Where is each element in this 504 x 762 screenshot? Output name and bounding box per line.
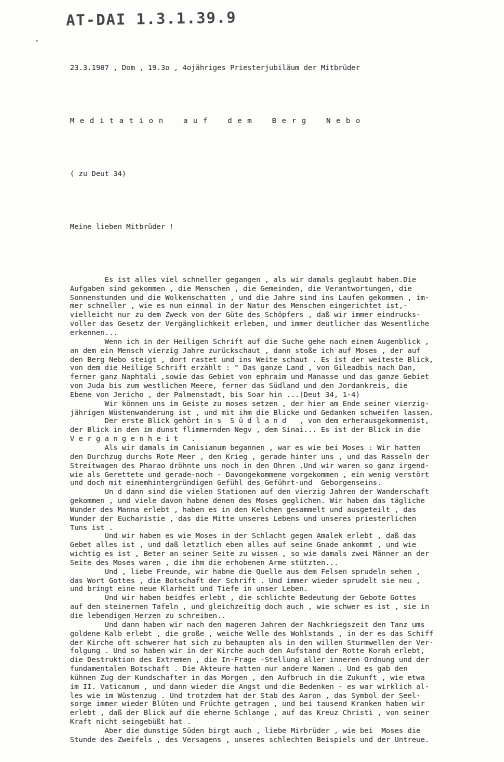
body-line: Wir können uns im Geiste zu moses setzen , der hier am Ende seiner vierzig- (70, 398, 430, 408)
body-line: erlebt , daß der Blick auf die eherne Schlange , auf das Kreuz Christi , von seiner (70, 708, 430, 718)
body-line: im II. Vaticanum , und dann wieder die Angst und die Bedenken - es war wirklich al- (70, 681, 430, 691)
body-line: Es ist alles viel schneller gegangen , als wir damals geglaubt haben.Die (70, 274, 417, 284)
body-line: der Kirche oft schwerer hat sich zu behaupten als in den willen Sturmwellen der Ver- (70, 637, 434, 647)
salutation: Meine lieben Mitbrüder ! (70, 221, 174, 231)
body-line: Und wir haben es wie Moses in der Schlacht gegen Amalek erlebt , daß das (70, 531, 417, 541)
body-line: Wenn ich in der Heiligen Schrift auf die Suche gehe nach einem Augenblick , (70, 336, 430, 346)
body-line: Kraft nicht seingebüßt hat . (70, 717, 192, 727)
body-line: Streitwagen des Pharao dröhnte uns noch in den Ohren .Und wir waren so ganz irgend- (70, 460, 430, 470)
body-line: auf den steinernen Tafeln , und gleichzeitig doch auch , wie schwer es ist , sie in (70, 602, 430, 612)
body-line: sorge immer wieder Blüten und Früchte getragen , und bei tausend Kranken haben wir (70, 699, 425, 709)
body-line: Un d dann sind die vielen Stationen auf den vierzig Jahren der Wanderschaft (70, 487, 430, 497)
body-line: voller das Gesetz der Vergänglichkeit erleben, und immer deutlicher das Wesentliche (70, 319, 430, 329)
date-line: 23.3.1987 , Dom , 19.3o , 4ojähriges Priesterjubiläum der Mitbrüder (70, 62, 360, 72)
body-line: der Blick in den im dunst flimmernden Negv , dem Sinai... Es ist der Blick in die (70, 425, 421, 435)
body-line: Als wir damals im Canisianum begannen , war es wie bei Moses : Wir hatten (70, 442, 421, 452)
body-line: wichtig es ist , Beter an seiner Seite zu wissen , so wie damals zwei Männer an der (70, 549, 430, 559)
body-line: Der erste Blick gehört in s S ü d l a n d , von dem erherausgekommenist, (70, 416, 430, 426)
body-line: jährigen Wüstenwanderung ist , und mit ihm die Blicke und Gedanken schweifen lassen. (70, 407, 434, 417)
body-line: die Destruktion des Extremen , die In-Frage -Stellung aller inneren Ordnung und der (70, 655, 430, 665)
body-line: Tuns ist . (70, 522, 114, 532)
body-line: den Durchzug durchs Rote Meer , den Krieg , gerade hinter uns , und das Rasseln der (70, 451, 430, 461)
body-line: vielleicht nur zu dem Zweck von der Güte des Schöpfers , daß wir immer eindrucks- (70, 310, 421, 320)
body-line: Wunder der Eucharistie , das die Mitte unseres Lebens und unseres priesterlichen (70, 513, 417, 523)
body-line: kühnen Zug der Kundschafter in das Morgen , den Aufbruch in die Zukunft , wie etwa (70, 672, 425, 682)
body-line: gekommen , und viele davon habne denen des Moses geglichen. Wir haben das tägliche (70, 496, 425, 506)
body-line: Und dann haben wir nach den mageren Jahren der Nachkriegszeit den Tanz ums (70, 619, 425, 629)
body-line: Aber die dunstige Süden birgt auch , liebe Mirbrüder , wie bei Moses die (70, 725, 421, 735)
body-line: Ebene von Jericho , der Palmenstadt, bis Soar hin ...(Deut 34, 1-4) (70, 389, 360, 399)
body-line: das Wort Gottes , die Botschaft der Schrift . Und immer wieder sprudelt sie neu , (70, 575, 421, 585)
body-line: den Berg Nebo steigt , dort rastet und ins Weite schaut . Es ist der weiteste Blick, (70, 354, 434, 364)
body-line: ferner ganz Naphtali ,sowie das Gebiet von ephraim und Manasse und das ganze Gebiet (70, 372, 430, 382)
body-line: Und wir haben beidfes erlebt , die schlichte Bedeutung der Gebote Gottes (70, 593, 417, 603)
body-line: wie als Gerettete und gerade-noch - Davongekommene vorgekommen , ein wenig verstört (70, 469, 430, 479)
body-line: folgung . Und so haben wir in der Kirche auch den Aufstand der Rotte Korah erlebt, (70, 646, 425, 656)
body-line: Stunde des Zweifels , des Versagens , unseres schlechten Beispiels und der Untreue. (70, 734, 430, 744)
body-line: und doch mit einemhintergründigen Gefühl des Geführt-und Geborgenseins. (70, 478, 382, 488)
body-line: V e r g a n g e n h e i t . (70, 434, 196, 444)
body-line: mer schneller , wie es nun einmal in der Natur des Menschen eingerichtet ist,- (70, 301, 408, 311)
meditation-title: M e d i t a t i o n a u f d e m B e r g N e b o (70, 115, 361, 125)
body-line: Und , liebe Freunde, wir habne die Quelle aus dem Felsen sprudeln sehen , (70, 566, 421, 576)
body-line: Sonnenstunden und die Wolkenschatten , und die Jahre sind ins Laufen gekommen , im- (70, 292, 430, 302)
body-paragraphs (70, 276, 494, 745)
body-line: Gebet alles ist , und daß letztlich eben alles auf seine Gnade ankommt , und wie (70, 540, 417, 550)
body-line: Seite des Moses waren , die ihm die erhobenen Arme stützten... (70, 557, 339, 567)
body-line: goldene Kalb erlebt , die große , weiche Welle des Wohlstands , in der es das Schiff (70, 628, 434, 638)
document-text (70, 46, 494, 762)
margin-mark: · (34, 36, 41, 47)
body-line: erkennen... (70, 328, 118, 337)
body-line: Aufgaben sind gekommen , die Menschen , die Gemeinden, die Verantwortungen, die (70, 283, 412, 293)
body-line: von Juda bis zum westlichen Meere, ferner das Südland und den Jordankreis, die (70, 381, 408, 391)
body-line: von dem die Heilige Schrift erzählt : " Das ganze Land , von Gileadbis nach Dan, (70, 363, 417, 373)
body-line: Wunder des Manna erlebt , haben es in den Kelchen gesammelt und ausgeteilt , das (70, 504, 417, 514)
archive-signature: AT-DAI 1.3.1.39.9 (65, 8, 237, 30)
body-line: die lebendigen Herzen zu schreiben.. (70, 611, 226, 620)
body-line: les wie im Wüstenzug . Und trotzdem hat der Stab des Aaron , das Symbol der Seel- (70, 690, 421, 700)
body-line: und bringt eine neue Klarheit und Tiefe in unser Leben. (70, 584, 308, 594)
scripture-reference: ( zu Deut 34) (70, 168, 127, 178)
body-line: an dem ein Mensch vierzig Jahre zurückschaut , dann stoße ich auf Moses , der auf (70, 345, 421, 355)
body-line: fundamentalen Botschaft . Die Akteure hatten nur andere Namen . Und es gab den (70, 664, 408, 674)
